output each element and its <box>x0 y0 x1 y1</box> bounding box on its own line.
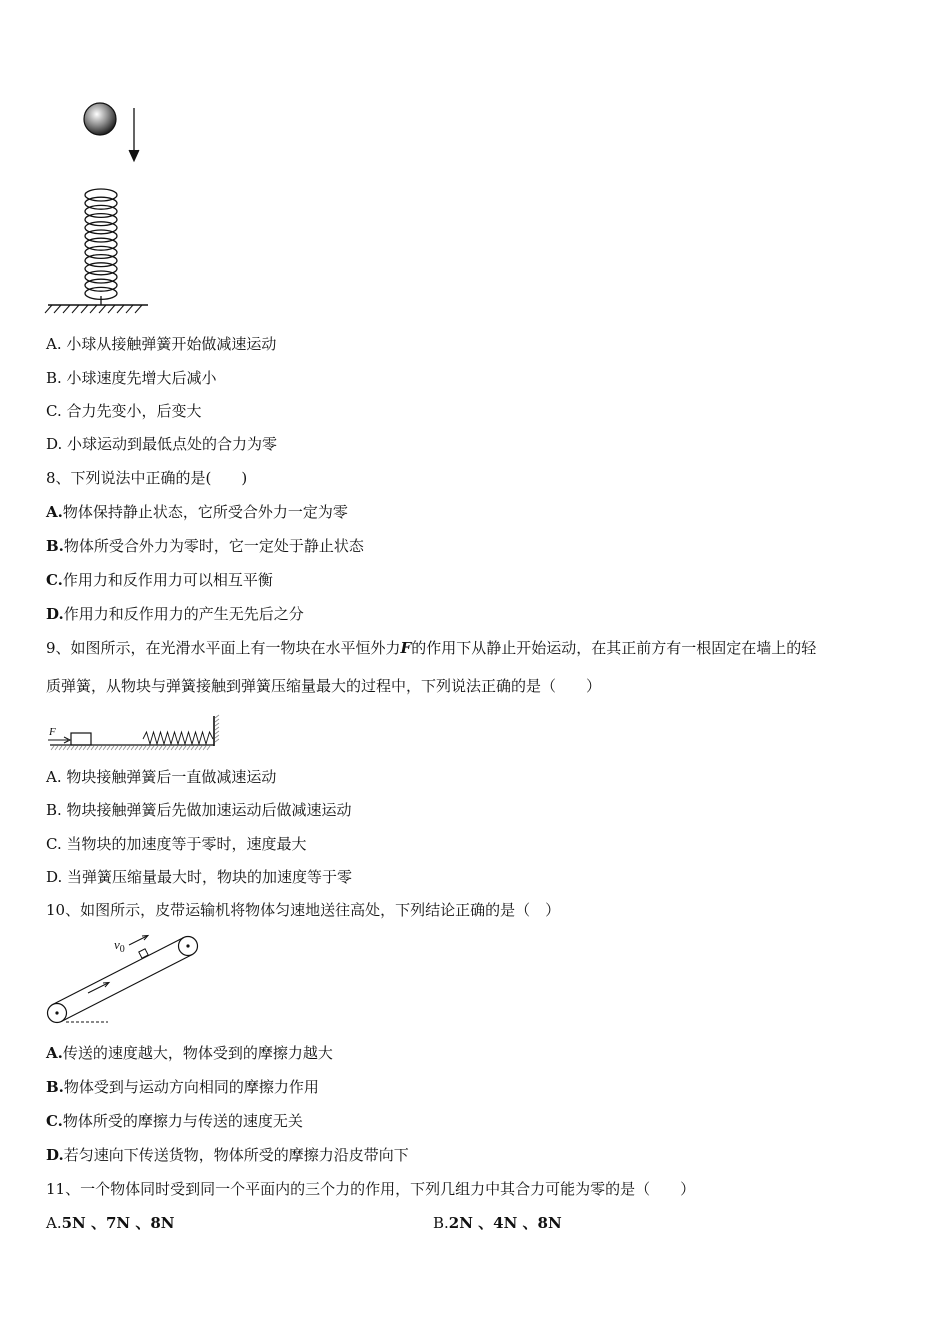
option-text: 物体所受的摩擦力与传送的速度无关 <box>62 1112 303 1130</box>
q7-option-b: B. 小球速度先增大后减小 <box>46 369 217 387</box>
q7-option-c: C. 合力先变小，后变大 <box>46 402 202 420</box>
belt-bottom <box>61 955 192 1022</box>
option-letter: C. <box>46 1112 63 1130</box>
q9-stem-line2: 质弹簧，从物块与弹簧接触到弹簧压缩量最大的过程中，下列说法正确的是（ ） <box>46 677 602 695</box>
q10-option-d <box>46 1145 409 1165</box>
q10-option-b <box>46 1077 319 1097</box>
option-letter: A. <box>46 1214 62 1232</box>
q9-option-a: A. 物块接触弹簧后一直做减速运动 <box>46 768 277 786</box>
velocity-arrow-icon <box>129 936 147 945</box>
velocity-label: $v_0$ <box>114 937 125 955</box>
q11-stem: 11、一个物体同时受到同一个平面内的三个力的作用，下列几组力中其合力可能为零的是（ ） <box>46 1180 696 1198</box>
option-text: 传送的速度越大，物体受到的摩擦力越大 <box>62 1044 333 1062</box>
q9-option-c: C. 当物块的加速度等于零时，速度最大 <box>46 835 307 853</box>
q9-stem-variable: F <box>400 639 412 657</box>
option-text: 作用力和反作用力的产生无先后之分 <box>63 605 304 623</box>
option-text: 物体受到与运动方向相同的摩擦力作用 <box>63 1078 319 1096</box>
q7-option-a: A. 小球从接触弹簧开始做减速运动 <box>46 335 277 353</box>
q9-option-d: D. 当弹簧压缩量最大时，物块的加速度等于零 <box>46 868 353 886</box>
q8-stem: 8、下列说法中正确的是( ) <box>46 469 248 487</box>
option-text: 物体所受合外力为零时，它一定处于静止状态 <box>63 537 364 555</box>
option-text: 若匀速向下传送货物，物体所受的摩擦力沿皮带向下 <box>63 1146 409 1164</box>
q9-stem-part: 的作用下从静止开始运动，在其正前方有一根固定在墙上的轻 <box>411 639 817 657</box>
q11-option-b <box>433 1213 562 1233</box>
q7-option-d: D. 小球运动到最低点处的合力为零 <box>46 435 278 453</box>
option-text: 2N 、4N 、8N <box>448 1214 562 1232</box>
option-text: 作用力和反作用力可以相互平衡 <box>62 571 273 589</box>
force-label: F <box>49 726 56 738</box>
option-text: 5N 、7N 、8N <box>61 1214 175 1232</box>
option-letter: A. <box>46 503 63 521</box>
option-letter: D. <box>46 605 64 623</box>
option-text: 物体保持静止状态，它所受合外力一定为零 <box>62 503 348 521</box>
q11-option-a <box>46 1213 175 1233</box>
option-letter: B. <box>433 1214 449 1232</box>
option-letter: A. <box>46 1044 63 1062</box>
option-letter: D. <box>46 1146 64 1164</box>
q10-option-c <box>46 1111 303 1131</box>
q10-stem: 10、如图所示，皮带运输机将物体匀速地送往高处，下列结论正确的是（ ） <box>46 901 561 919</box>
option-letter: B. <box>46 1078 64 1096</box>
option-letter: C. <box>46 571 63 589</box>
option-letter: B. <box>46 537 64 555</box>
q9-stem-part: 9、如图所示，在光滑水平面上有一物块在水平恒外力 <box>46 639 401 657</box>
q10-option-a <box>46 1043 333 1063</box>
q9-option-b: B. 物块接触弹簧后先做加速运动后做减速运动 <box>46 801 352 819</box>
